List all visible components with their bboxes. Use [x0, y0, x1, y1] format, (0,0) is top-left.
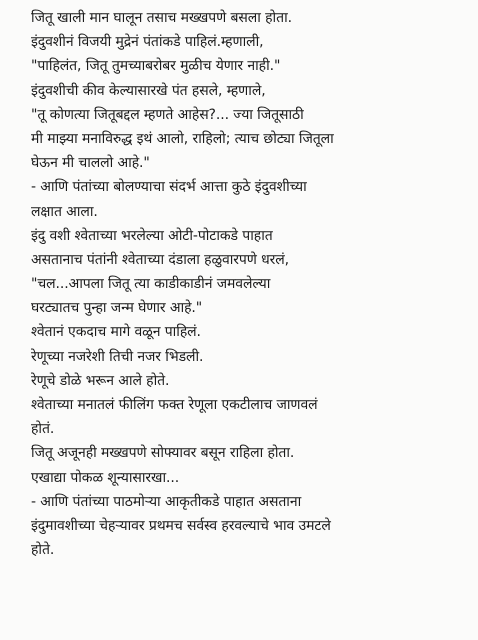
- text-line: होते.: [31, 542, 55, 559]
- text-line: इंदुमावशीच्या चेहऱ्यावर प्रथमच सर्वस्व हरवल्याचे भाव उमटले: [31, 517, 331, 534]
- text-line: - आणि पंतांच्या बोलण्याचा संदर्भ आत्ता कुठे इंदुवशीच्या: [31, 179, 307, 196]
- text-line: घेऊन मी चाललो आहे.": [31, 155, 150, 172]
- text-line: होतं.: [31, 421, 55, 438]
- text-line: "तू कोणत्या जितूबद्दल म्हणते आहेस?... ज्या जितूसाठी: [31, 106, 304, 123]
- text-line: लक्षात आला.: [31, 203, 98, 220]
- text-line: "चल...आपला जितू त्या काडीकाडीनं जमवलेल्या: [31, 276, 271, 293]
- text-line: श्वेतानं एकदाच मागे वळून पाहिलं.: [31, 324, 201, 341]
- text-line: - आणि पंतांच्या पाठमोऱ्या आकृतीकडे पाहात असताना: [31, 493, 302, 510]
- text-line: श्वेताच्या मनातलं फीलिंग फक्त रेणूला एकटीलाच जाणवलं: [31, 397, 318, 413]
- text-line: इंदुवशीनं विजयी मुद्रेनं पंतांकडे पाहिलं.म्हणाली,: [31, 34, 264, 51]
- text-line: जितू अजूनही मख्खपणे सोफ्यावर बसून राहिला होता.: [31, 445, 295, 462]
- text-line: "पाहिलंत, जितू तुमच्याबरोबर मुळीच येणार नाही.": [31, 58, 281, 75]
- text-line: रेणूचे डोळे भरून आले होते.: [31, 372, 170, 389]
- text-line: जितू खाली मान घालून तसाच मख्खपणे बसला होता.: [31, 10, 292, 26]
- text-line: घरट्यातच पुन्हा जन्म घेणार आहे.": [31, 300, 203, 317]
- text-line: एखाद्या पोकळ शून्यासारखा...: [31, 469, 180, 486]
- text-line: इंदु वशी श्वेताच्या भरलेल्या ओटी-पोटाकडे पाहात: [31, 227, 273, 244]
- text-line: असतानाच पंतांनी श्वेताच्या दंडाला हळुवारपणे धरलं,: [31, 251, 290, 268]
- text-line: इंदुवशीची कीव केल्यासारखे पंत हसले, म्हणाले,: [31, 82, 266, 99]
- text-line: मी माझ्या मनाविरुद्ध इथं आलो, राहिलो; त्याच छोट्या जितूला: [31, 130, 334, 147]
- text-line: रेणूच्या नजरेशी तिची नजर भिडली.: [31, 348, 204, 365]
